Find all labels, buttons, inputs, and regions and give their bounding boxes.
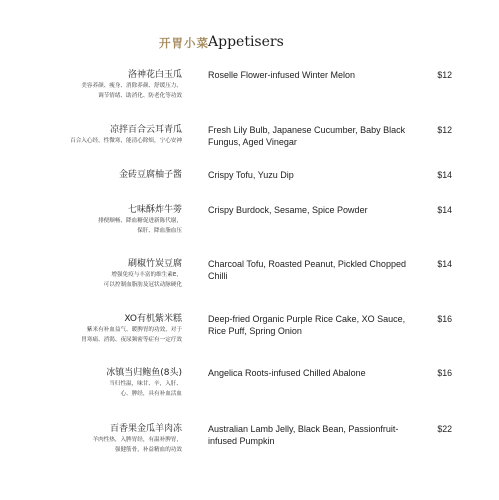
dish-description-line: 羊肉性热，入脾胃经，有温补脾胃，: [92, 437, 182, 443]
dish-name-chinese: 冰镇当归鲍鱼(8头): [106, 368, 182, 378]
dish-name-english: Australian Lamb Jelly, Black Bean, Passionfruit-infused Pumpkin: [208, 424, 399, 446]
dish-description-line: 当归性温，味甘、辛，入肝、: [109, 381, 182, 387]
dish-price: $14: [437, 170, 452, 180]
dish-description-line: 保肝、降血脂血压: [137, 228, 182, 234]
menu-item-chinese: [12, 423, 182, 455]
dish-description-line: 心、脾经，具有补血活血: [120, 391, 182, 397]
dish-price: $16: [437, 314, 452, 324]
dish-description-line: 可以控制血脂肪及冠状动脉硬化: [103, 282, 182, 288]
dish-price: $14: [437, 259, 452, 269]
menu-item-chinese: [12, 204, 182, 236]
dish-name-chinese: 七味酥炸牛蒡: [127, 205, 182, 215]
dish-price: $12: [437, 70, 452, 80]
dish-price: $16: [437, 368, 452, 378]
dish-name-english: Crispy Burdock, Sesame, Spice Powder: [208, 205, 368, 215]
menu-item-chinese: [12, 258, 182, 290]
menu-item-chinese: [12, 124, 182, 146]
dish-name-chinese: 百香果金瓜羊肉冻: [109, 424, 182, 434]
dish-name-english: Charcoal Tofu, Roasted Peanut, Pickled Chopped Chilli: [208, 259, 406, 281]
dish-name-chinese: 洛神花白玉瓜: [127, 70, 182, 80]
dish-price: $14: [437, 205, 452, 215]
dish-description-line: 强健筋骨，补益精血的功效: [114, 447, 182, 453]
dish-description-line: 排便顺畅、降血糖促进新陈代谢，: [98, 218, 182, 224]
dish-name-english: Fresh Lily Bulb, Japanese Cucumber, Baby Black Fungus, Aged Vinegar: [208, 125, 406, 147]
dish-description-line: 调节情绪、助消化、防老化等功效: [98, 93, 182, 99]
dish-name-chinese: XO有机紫米糕: [124, 314, 182, 324]
dish-name-chinese: 凉拌百合云耳青瓜: [109, 125, 182, 135]
section-title-english: Appetisers: [208, 34, 284, 50]
dish-name-chinese: 金砖豆腐柚子酱: [118, 170, 182, 180]
dish-name-english: Crispy Tofu, Yuzu Dip: [208, 170, 294, 180]
section-title-chinese: 开胃小菜: [159, 36, 209, 50]
dish-price: $12: [437, 125, 452, 135]
dish-description-line: 增强免疫与丰富的维生素E，: [111, 272, 182, 278]
menu-item-chinese: [12, 367, 182, 399]
menu-item-chinese: [12, 313, 182, 345]
dish-description-line: 胃寒痛、消渴、夜尿频密等症有一定疗效: [81, 337, 182, 343]
menu-item-chinese: [12, 169, 182, 181]
dish-description-line: 紫米有补血益气、暖脾胃的功效，对于: [86, 327, 182, 333]
dish-name-chinese: 刷椒竹炭豆腐: [127, 259, 182, 269]
menu-item-chinese: [12, 69, 182, 101]
dish-description-line: 百合入心经，性微寒，能清心除烦，宁心安神: [70, 138, 182, 144]
dish-name-english: Angelica Roots-infused Chilled Abalone: [208, 368, 366, 378]
dish-name-english: Deep-fried Organic Purple Rice Cake, XO Sauce, Rice Puff, Spring Onion: [208, 314, 406, 336]
dish-description-line: 美容养颜、瘦身、消除养颜、舒缓压力、: [81, 83, 182, 89]
dish-name-english: Roselle Flower-infused Winter Melon: [208, 70, 356, 80]
dish-price: $22: [437, 424, 452, 434]
